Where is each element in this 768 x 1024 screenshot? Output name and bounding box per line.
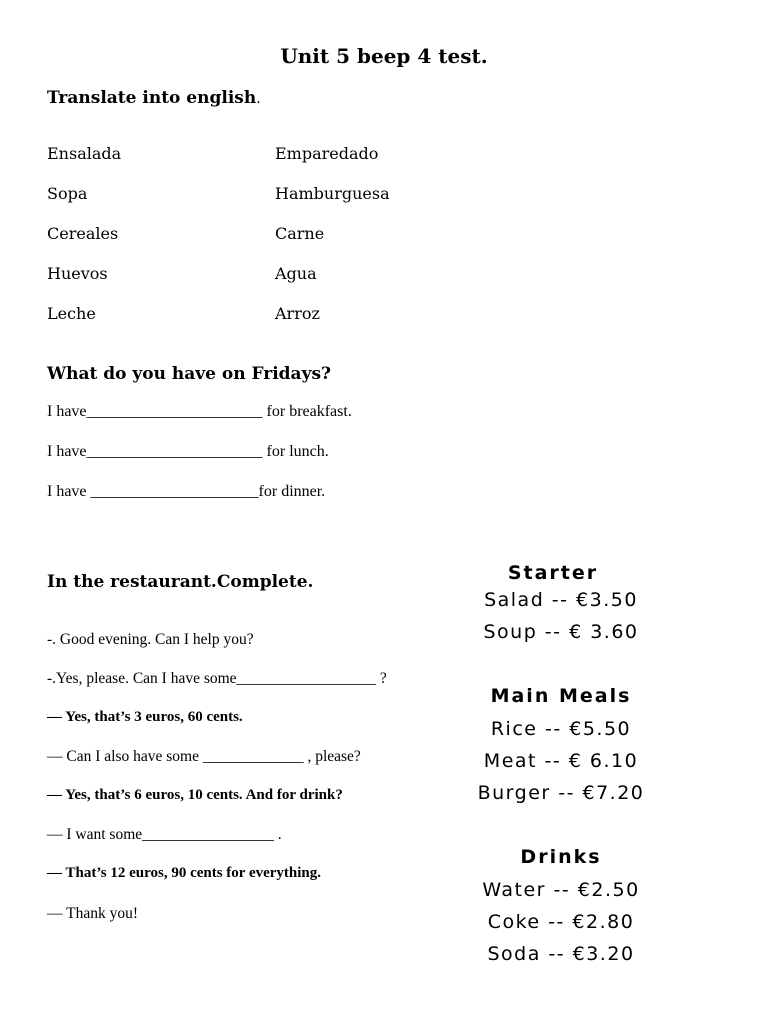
- dialogue-line-4: — Can I also have some _____________ , please?: [47, 748, 361, 765]
- dialogue-line-1: -. Good evening. Can I help you?: [47, 631, 254, 648]
- page-title: Unit 5 beep 4 test.: [280, 44, 488, 68]
- word-ensalada: Ensalada: [47, 144, 122, 163]
- fridays-heading: What do you have on Fridays?: [47, 364, 331, 384]
- word-huevos: Huevos: [47, 264, 108, 283]
- translate-heading: [47, 88, 261, 108]
- menu-item-meat: Meat -- € 6.10: [483, 750, 639, 772]
- dialogue-line-6: — I want some_________________ .: [47, 826, 282, 843]
- menu-item-soda: Soda -- €3.20: [487, 943, 635, 965]
- restaurant-heading: In the restaurant.Complete.: [47, 572, 314, 592]
- dialogue-line-5: — Yes, that’s 6 euros, 10 cents. And for drink?: [47, 787, 343, 803]
- translate-heading-text: Translate into english: [47, 88, 257, 108]
- menu-item-salad: Salad -- €3.50: [484, 589, 638, 611]
- word-agua: Agua: [275, 264, 317, 283]
- fridays-line-breakfast: I have______________________ for breakfast.: [47, 403, 352, 420]
- menu-item-burger: Burger -- €7.20: [477, 782, 645, 804]
- menu-main-heading: Main Meals: [490, 685, 632, 707]
- word-cereales: Cereales: [47, 224, 119, 243]
- dialogue-line-3: — Yes, that’s 3 euros, 60 cents.: [47, 709, 243, 725]
- word-carne: Carne: [275, 224, 325, 243]
- menu-drinks-heading: Drinks: [520, 846, 602, 868]
- menu-item-rice: Rice -- €5.50: [490, 718, 632, 740]
- fridays-line-dinner: I have _____________________for dinner.: [47, 483, 326, 500]
- dialogue-line-8: — Thank you!: [47, 905, 138, 922]
- dialogue-line-7: — That’s 12 euros, 90 cents for everything.: [47, 865, 322, 881]
- word-hamburguesa: Hamburguesa: [275, 184, 390, 203]
- translate-heading-dot: .: [256, 91, 261, 107]
- word-leche: Leche: [47, 304, 96, 323]
- dialogue-line-2: -.Yes, please. Can I have some__________________ ?: [47, 670, 387, 687]
- menu-item-soup: Soup -- € 3.60: [483, 621, 639, 643]
- fridays-line-lunch: I have______________________ for lunch.: [47, 443, 329, 460]
- word-emparedado: Emparedado: [275, 144, 379, 163]
- word-sopa: Sopa: [47, 184, 88, 203]
- menu-starter-heading: Starter: [507, 562, 599, 584]
- word-arroz: Arroz: [275, 304, 320, 323]
- menu-item-water: Water -- €2.50: [482, 879, 640, 901]
- menu-item-coke: Coke -- €2.80: [487, 911, 635, 933]
